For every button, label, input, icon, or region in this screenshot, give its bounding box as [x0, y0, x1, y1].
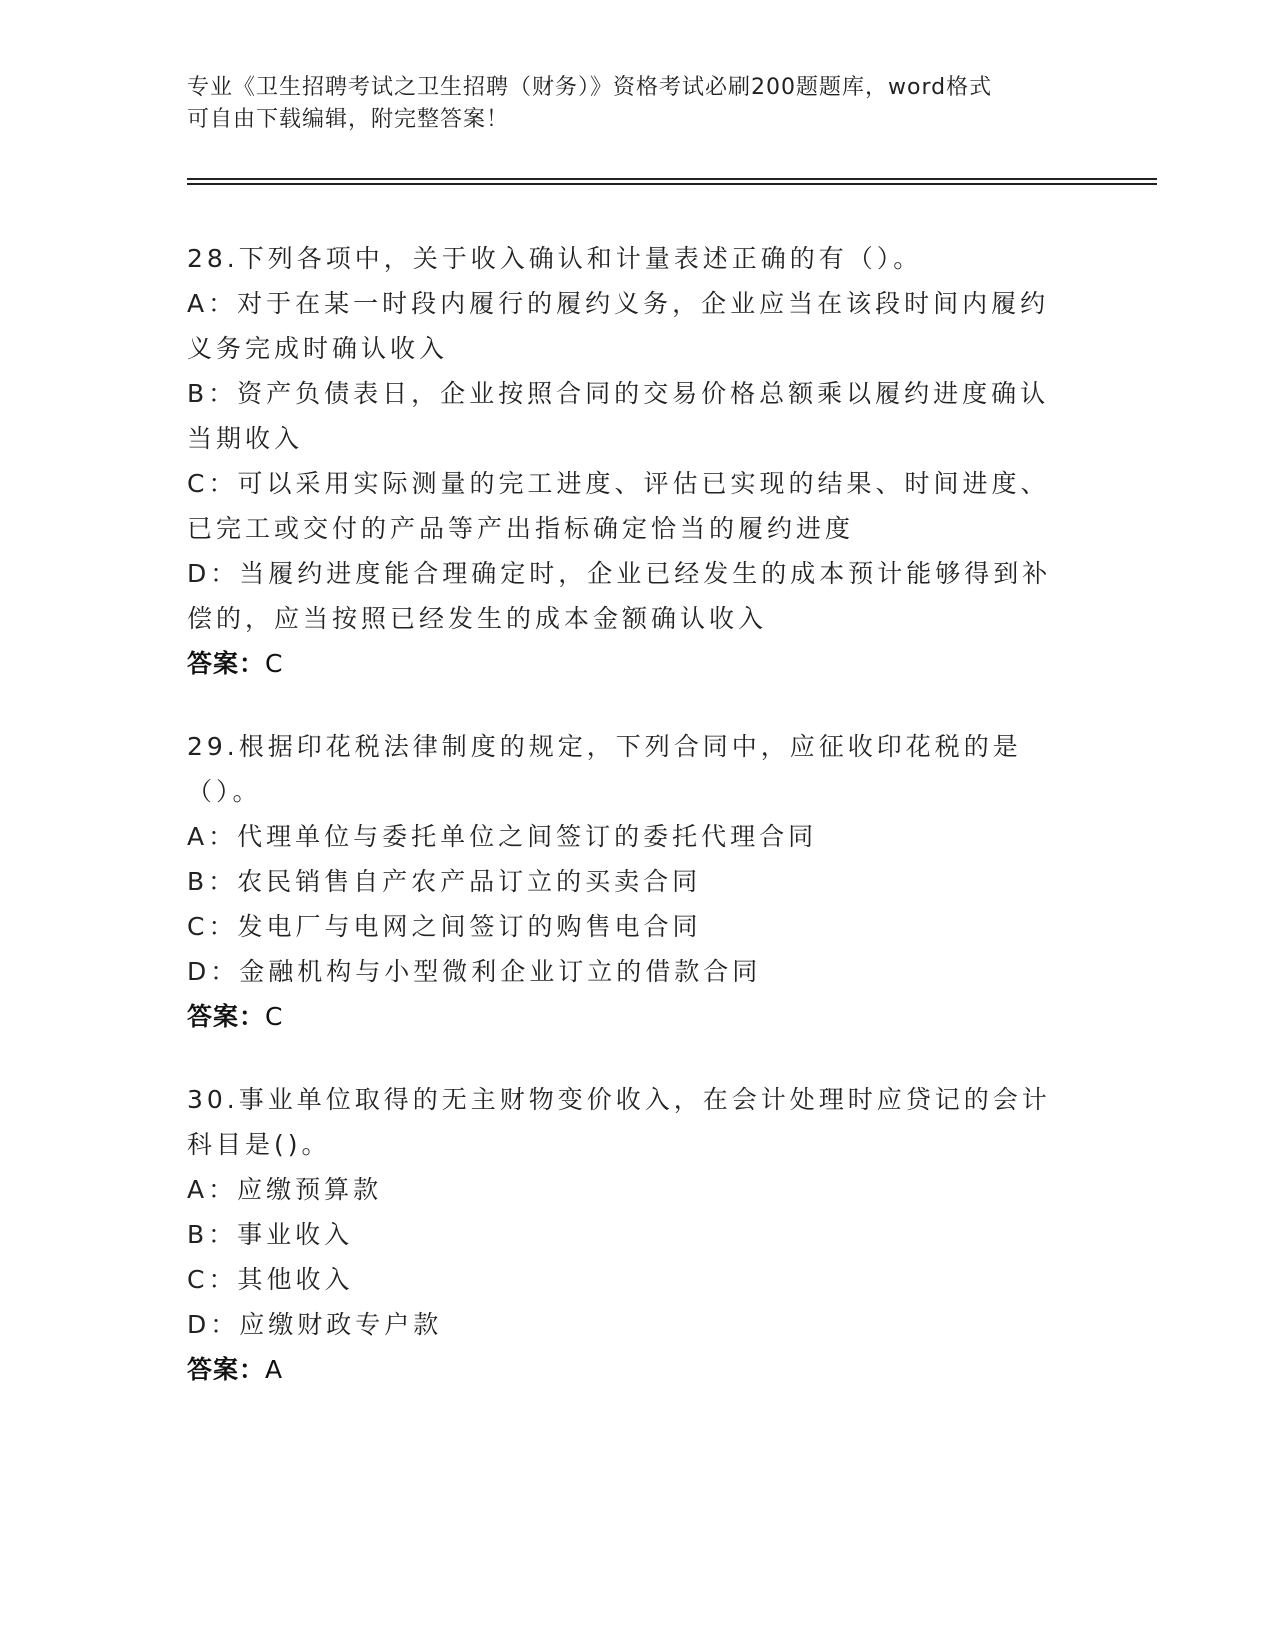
option-b: B：资产负债表日，企业按照合同的交易价格总额乘以履约进度确认当期收入 — [187, 379, 1050, 453]
option-b: B：事业收入 — [187, 1220, 354, 1249]
answer-label: 答案： — [187, 1355, 266, 1384]
option-c: C：可以采用实际测量的完工进度、评估已实现的结果、时间进度、已完工或交付的产品等产出指标确定恰当的履约进度 — [187, 469, 1050, 543]
question-28 — [187, 236, 1077, 686]
answer-label: 答案： — [187, 649, 266, 678]
header-divider — [187, 178, 1157, 185]
question-stem: 29.根据印花税法律制度的规定，下列合同中，应征收印花税的是（）。 — [187, 732, 1022, 806]
option-d: D：金融机构与小型微利企业订立的借款合同 — [187, 957, 762, 986]
option-a: A：代理单位与委托单位之间签订的委托代理合同 — [187, 822, 818, 851]
question-29 — [187, 724, 1077, 1039]
answer-line — [187, 994, 1077, 1039]
header-line-1: 专业《卫生招聘考试之卫生招聘（财务）》资格考试必刷200题题库，word格式 — [187, 75, 993, 100]
header-line-2: 可自由下载编辑，附完整答案！ — [187, 107, 510, 132]
option-b: B：农民销售自产农产品订立的买卖合同 — [187, 867, 702, 896]
option-a: A：应缴预算款 — [187, 1175, 383, 1204]
answer-line — [187, 641, 1077, 686]
divider-line — [187, 178, 1157, 180]
answer-value: C — [265, 1002, 284, 1031]
question-stem: 30.事业单位取得的无主财物变价收入，在会计处理时应贷记的会计科目是()。 — [187, 1085, 1051, 1159]
question-30 — [187, 1077, 1077, 1392]
question-stem: 28.下列各项中，关于收入确认和计量表述正确的有（）。 — [187, 244, 923, 273]
answer-value: C — [265, 649, 284, 678]
option-c: C：发电厂与电网之间签订的购售电合同 — [187, 912, 702, 941]
option-d: D：应缴财政专户款 — [187, 1310, 443, 1339]
option-c: C：其他收入 — [187, 1265, 354, 1294]
answer-line — [187, 1347, 1077, 1392]
question-list — [187, 236, 1077, 1430]
option-a: A：对于在某一时段内履行的履约义务，企业应当在该段时间内履约义务完成时确认收入 — [187, 289, 1050, 363]
document-header — [187, 72, 1077, 136]
divider-line — [187, 183, 1157, 185]
answer-label: 答案： — [187, 1002, 266, 1031]
answer-value: A — [265, 1355, 284, 1384]
option-d: D：当履约进度能合理确定时，企业已经发生的成本预计能够得到补偿的，应当按照已经发生的成本金额确认收入 — [187, 559, 1052, 633]
